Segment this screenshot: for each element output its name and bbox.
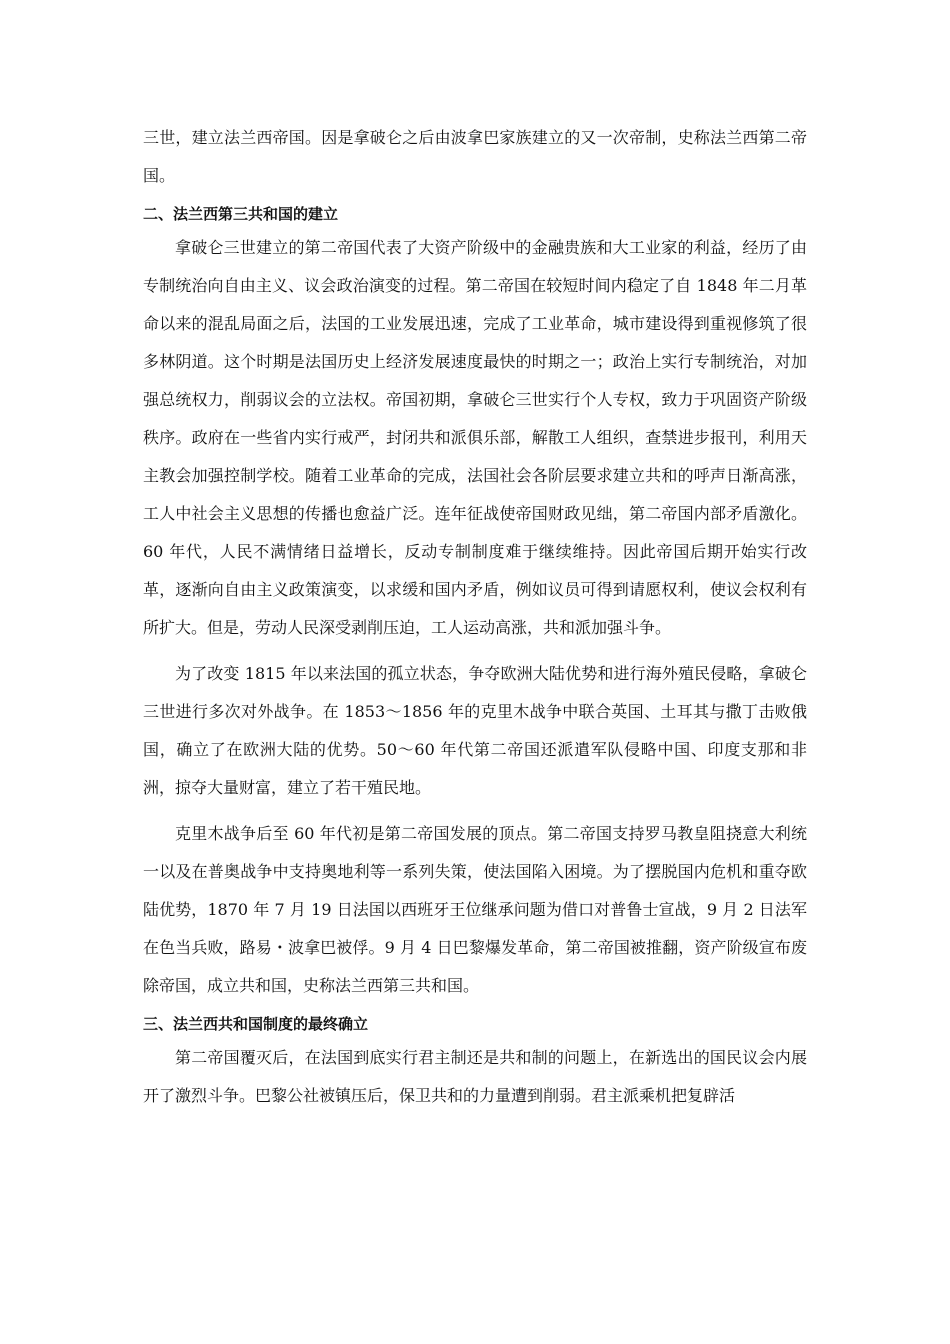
section-heading-2: 二、法兰西第三共和国的建立	[143, 205, 339, 223]
paragraph-republic-establishment: 第二帝国覆灭后，在法国到底实行君主制还是共和制的问题上，在新选出的国民议会内展开了激烈斗争。巴黎公社被镇压后，保卫共和的力量遭到削弱。君主派乘机把复辟活	[143, 1048, 807, 1105]
paragraph-empire-fall: 克里木战争后至 60 年代初是第二帝国发展的顶点。第二帝国支持罗马教皇阻挠意大利统一以及在普奥战争中支持奥地利等一系列失策，使法国陷入困境。为了摆脱国内危机和重夺欧陆优势，1870 年 7 月 19 日法国以西班牙王位继承问题为借口对普鲁士宣战，9 月 2 日法军在色当兵败，路易・波拿巴被俘。9 月 4 日巴黎爆发革命，第二帝国被推翻，资产阶级宣布废除帝国，成立共和国，史称法兰西第三共和国。	[143, 824, 807, 995]
paragraph-foreign-wars: 为了改变 1815 年以来法国的孤立状态，争夺欧洲大陆优势和进行海外殖民侵略，拿破仑三世进行多次对外战争。在 1853～1856 年的克里木战争中联合英国、土耳其与撒丁击败俄国，确立了在欧洲大陆的优势。50～60 年代第二帝国还派遣军队侵略中国、印度支那和非洲，掠夺大量财富，建立了若干殖民地。	[143, 664, 807, 797]
section-heading-3: 三、法兰西共和国制度的最终确立	[143, 1015, 369, 1033]
paragraph-continuation: 三世，建立法兰西帝国。因是拿破仑之后由波拿巴家族建立的又一次帝制，史称法兰西第二帝国。	[143, 128, 807, 185]
paragraph-second-empire: 拿破仑三世建立的第二帝国代表了大资产阶级中的金融贵族和大工业家的利益，经历了由专制统治向自由主义、议会政治演变的过程。第二帝国在较短时间内稳定了自 1848 年二月革命以来的混乱局面之后，法国的工业发展迅速，完成了工业革命，城市建设得到重视修筑了很多林阴道。这个时期是法国历史上经济发展速度最快的时期之一；政治上实行专制统治，对加强总统权力，削弱议会的立法权。帝国初期，拿破仑三世实行个人专权，致力于巩固资产阶级秩序。政府在一些省内实行戒严，封闭共和派俱乐部，解散工人组织，查禁进步报刊，利用天主教会加强控制学校。随着工业革命的完成，法国社会各阶层要求建立共和的呼声日渐高涨，工人中社会主义思想的传播也愈益广泛。连年征战使帝国财政见绌，第二帝国内部矛盾激化。60 年代，人民不满情绪日益增长，反动专制制度难于继续维持。因此帝国后期开始实行改革，逐渐向自由主义政策演变，以求缓和国内矛盾，例如议员可得到请愿权利，使议会权利有所扩大。但是，劳动人民深受剥削压迫，工人运动高涨，共和派加强斗争。	[143, 238, 807, 637]
document-body	[143, 119, 807, 1115]
